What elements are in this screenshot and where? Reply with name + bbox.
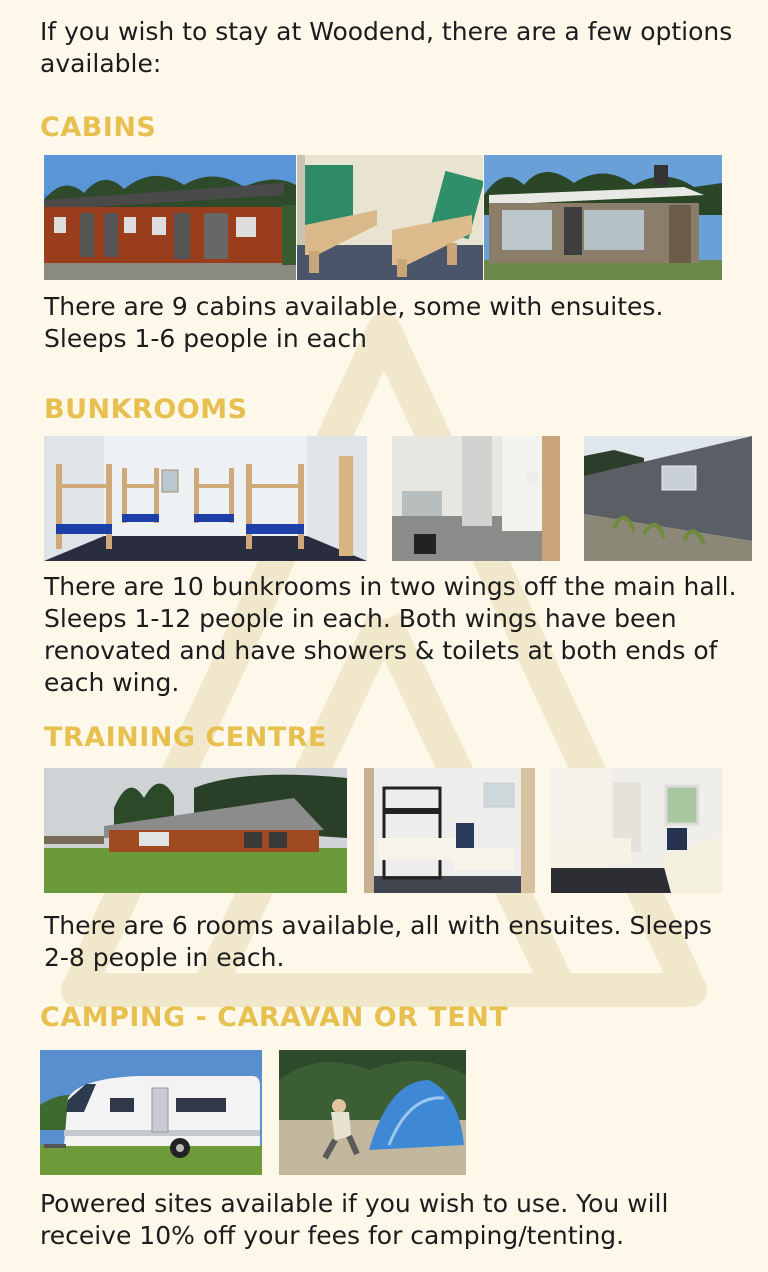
section-heading-bunkrooms: BUNKROOMS [44,394,248,425]
photo-bathroom [392,436,560,561]
photo-bunkroom-interior [44,436,367,561]
camping-description: Powered sites available if you wish to use. You will receive 10% off your fees for camping/tenting. [40,1189,669,1250]
section-heading-cabins: CABINS [40,112,157,143]
photo-caravan [40,1050,262,1175]
cabins-description: There are 9 cabins available, some with ensuites. Sleeps 1-6 people in each [44,292,664,353]
section-heading-camping: CAMPING - CARAVAN OR TENT [40,1002,509,1033]
photo-training-centre-building [44,768,347,893]
photo-cabin-row [44,155,296,280]
photo-tent [279,1050,466,1175]
training-centre-description: There are 6 rooms available, all with ensuites. Sleeps 2-8 people in each. [44,911,712,972]
photo-cabin-interior [297,155,483,280]
section-heading-training-centre: TRAINING CENTRE [44,722,327,753]
photo-wing-exterior [584,436,752,561]
intro-text: If you wish to stay at Woodend, there are a few options available: [40,17,733,78]
photo-twin-bed-room [551,768,722,893]
bunkrooms-description: There are 10 bunkrooms in two wings off the main hall. Sleeps 1-12 people in each. Both wings have been renovated and have showers & toilets at both ends of each wing. [44,572,737,697]
photo-bunk-bed-room [364,768,535,893]
photo-cabin-exterior [484,155,722,280]
